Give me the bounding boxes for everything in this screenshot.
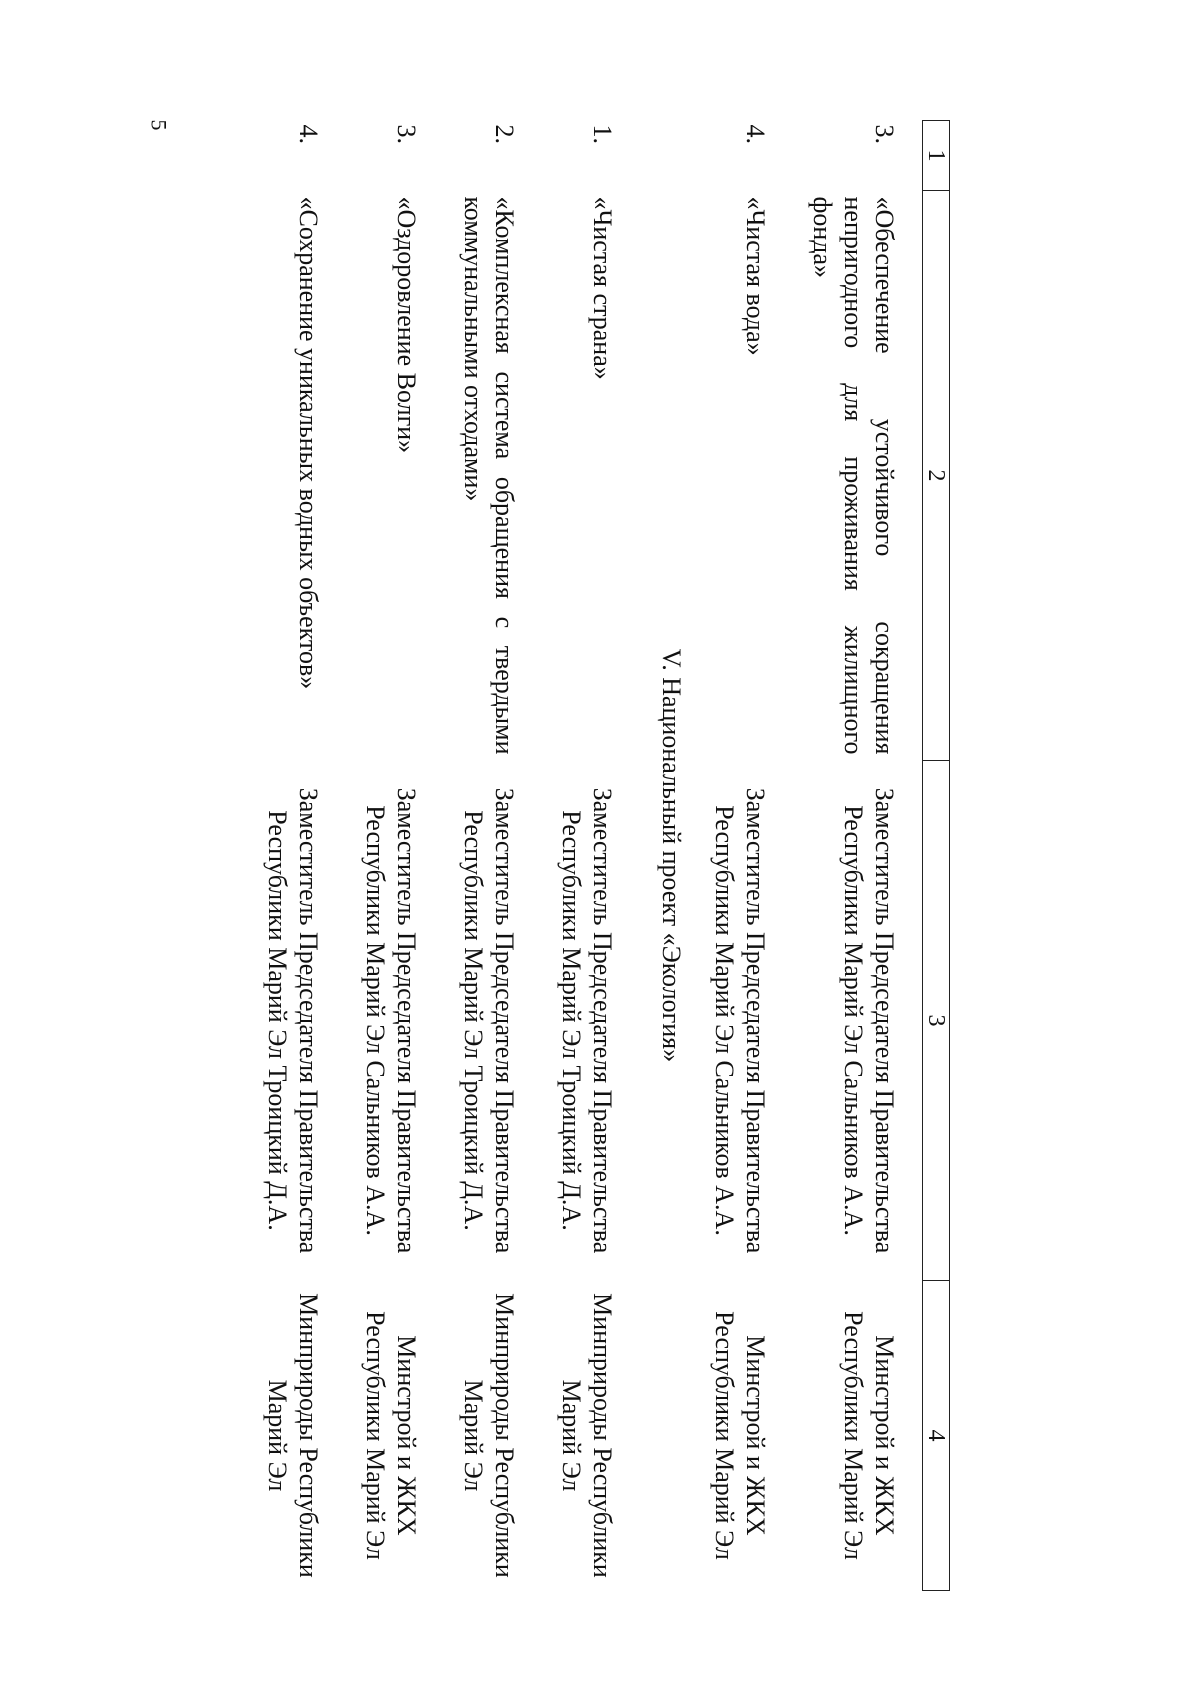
table-row bbox=[346, 121, 444, 1591]
row-number: 3. bbox=[392, 124, 421, 144]
table-row bbox=[248, 121, 346, 1591]
responsible: Минприроды Республики Марий Эл bbox=[557, 1293, 617, 1578]
section-heading-row bbox=[640, 121, 695, 1591]
curator: Заместитель Председателя Правительства Республики Марий Эл Сальников А.А. bbox=[361, 787, 421, 1254]
column-header-1: 1 bbox=[923, 121, 950, 191]
curator: Заместитель Председателя Правительства Республики Марий Эл Троицкий Д.А. bbox=[263, 787, 323, 1254]
section-title: V. Национальный проект «Экология» bbox=[657, 648, 686, 1063]
column-header-4: 4 bbox=[923, 1281, 950, 1591]
project-name: «Комплексная система обращения с твердыми коммунальными отходами» bbox=[459, 196, 519, 755]
row-number: 4. bbox=[294, 124, 323, 144]
responsible: Минприроды Республики Марий Эл bbox=[459, 1293, 519, 1578]
project-name: «Сохранение уникальных водных объектов» bbox=[294, 196, 323, 690]
column-header-2: 2 bbox=[923, 191, 950, 761]
table-row bbox=[542, 121, 640, 1591]
row-number: 3. bbox=[870, 124, 899, 144]
curator: Заместитель Председателя Правительства Республики Марий Эл Троицкий Д.А. bbox=[459, 787, 519, 1254]
responsible: Минстрой и ЖКХ Республики Марий Эл bbox=[710, 1311, 770, 1560]
curator: Заместитель Председателя Правительства Республики Марий Эл Троицкий Д.А. bbox=[557, 787, 617, 1254]
project-name: «Чистая страна» bbox=[588, 196, 617, 380]
responsible: Минстрой и ЖКХ Республики Марий Эл bbox=[361, 1311, 421, 1560]
project-name: «Оздоровление Волги» bbox=[392, 196, 421, 454]
row-number: 1. bbox=[588, 124, 617, 144]
curator: Заместитель Председателя Правительства Республики Марий Эл Сальников А.А. bbox=[710, 787, 770, 1254]
responsible: Минприроды Республики Марий Эл bbox=[263, 1293, 323, 1578]
page-number: 5 bbox=[146, 119, 172, 131]
responsible: Минстрой и ЖКХ Республики Марий Эл bbox=[839, 1311, 899, 1560]
row-number: 2. bbox=[490, 124, 519, 144]
row-number: 4. bbox=[741, 124, 770, 144]
table-row bbox=[793, 121, 923, 1591]
projects-table bbox=[248, 120, 950, 1591]
table-row bbox=[444, 121, 542, 1591]
project-name: «Чистая вода» bbox=[741, 196, 770, 356]
table-header-row bbox=[923, 121, 950, 1591]
column-header-3: 3 bbox=[923, 761, 950, 1281]
table-row bbox=[695, 121, 793, 1591]
project-name: «Обеспечение устойчивого сокращения непригодного для проживания жилищного фонда» bbox=[808, 196, 899, 755]
rotated-table-container bbox=[90, 120, 950, 1590]
curator: Заместитель Председателя Правительства Республики Марий Эл Сальников А.А. bbox=[839, 787, 899, 1254]
